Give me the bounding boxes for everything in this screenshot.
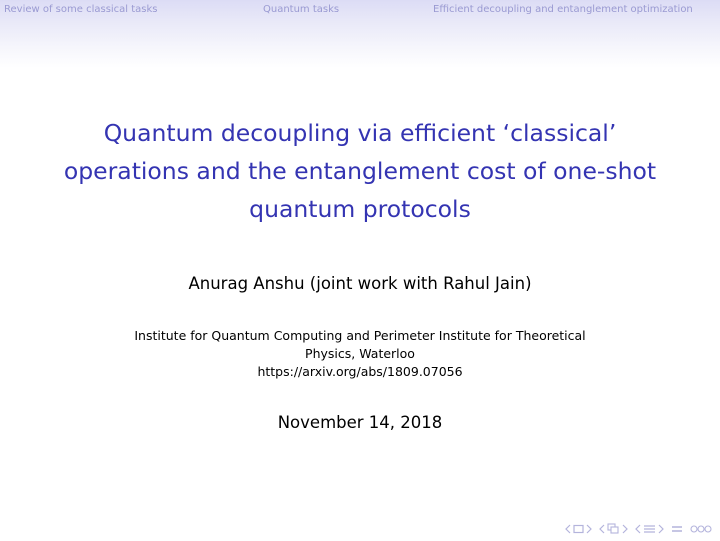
- beamer-navigation-symbols: [565, 522, 712, 536]
- headline-bar: [0, 0, 720, 68]
- section-nav-group: [635, 523, 664, 535]
- section-icon[interactable]: [643, 523, 656, 535]
- frame-forward-icon[interactable]: [586, 524, 592, 534]
- arxiv-link[interactable]: https://arxiv.org/abs/1809.07056: [257, 364, 463, 379]
- subsection-forward-icon[interactable]: [622, 524, 628, 534]
- title-line: quantum protocols: [249, 195, 471, 223]
- institute-line: Physics, Waterloo: [305, 346, 415, 361]
- frame-icon[interactable]: [573, 524, 584, 534]
- title-line: Quantum decoupling via efficient ‘classical’: [103, 119, 617, 147]
- frame-back-icon[interactable]: [565, 524, 571, 534]
- presentation-date: November 14, 2018: [277, 413, 443, 432]
- frame-nav-group: [565, 524, 592, 534]
- presentation-title: [40, 114, 680, 228]
- institute-line: Institute for Quantum Computing and Perimeter Institute for Theoretical: [134, 328, 586, 343]
- subsection-nav-group: [599, 523, 628, 535]
- search-icon[interactable]: [690, 523, 712, 535]
- section-forward-icon[interactable]: [658, 524, 664, 534]
- section-back-icon[interactable]: [635, 524, 641, 534]
- institute: [0, 327, 720, 381]
- appendix-icon[interactable]: [671, 523, 683, 535]
- headline-section-decoupling[interactable]: Efficient decoupling and entanglement optimization: [433, 4, 693, 15]
- document-nav-group: [671, 523, 683, 535]
- headline-section-quantum-tasks[interactable]: Quantum tasks: [263, 4, 340, 15]
- headline-section-review[interactable]: Review of some classical tasks: [4, 4, 158, 15]
- author: Anurag Anshu (joint work with Rahul Jain): [188, 274, 532, 293]
- subsection-back-icon[interactable]: [599, 524, 605, 534]
- title-line: operations and the entanglement cost of one-shot: [63, 157, 657, 185]
- search-nav-group: [690, 523, 712, 535]
- subsection-icon[interactable]: [607, 523, 620, 535]
